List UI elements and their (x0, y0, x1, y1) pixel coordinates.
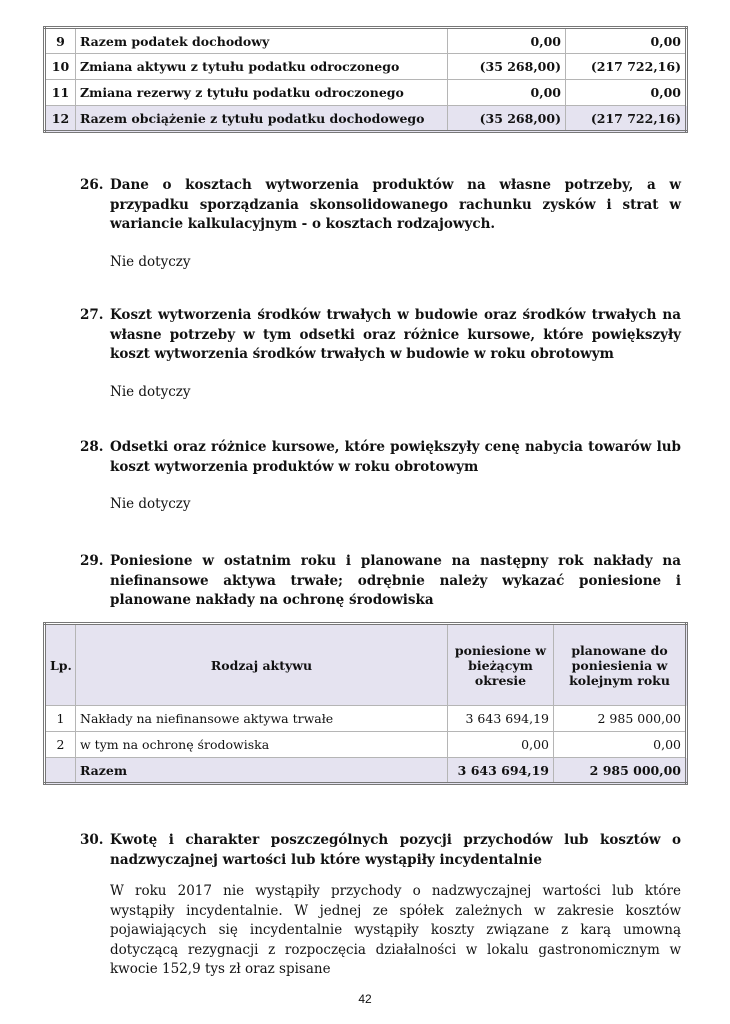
total-planned: 2 985 000,00 (554, 758, 687, 784)
section-number: 30. (80, 832, 104, 848)
section-26 (80, 176, 681, 272)
section-body: Nie dotyczy (110, 383, 191, 400)
table-header-row (45, 624, 687, 706)
section-number: 27. (80, 307, 104, 323)
row-label: Razem podatek dochodowy (76, 28, 448, 54)
row-lp: 10 (45, 54, 76, 80)
section-29 (80, 552, 681, 611)
section-number: 28. (80, 439, 104, 455)
section-number: 26. (80, 177, 104, 193)
header-asset-type: Rodzaj aktywu (76, 624, 448, 706)
table-row (45, 706, 687, 732)
total-lp-empty (45, 758, 76, 784)
section-title: Koszt wytworzenia środków trwałych w budowie oraz środków trwałych na własne potrzeby w tym odsetki oraz różnice kursowe, które powiększyły koszt wytworzenia środków trwałych w budowie w roku obrotowym (110, 307, 681, 362)
table-total-row (45, 758, 687, 784)
row-label: Nakłady na niefinansowe aktywa trwałe (76, 706, 448, 732)
section-body: Nie dotyczy (110, 496, 191, 512)
section-27 (80, 306, 681, 402)
header-current-period: poniesione w bieżącym okresie (448, 624, 554, 706)
section-title: Odsetki oraz różnice kursowe, które powiększyły cenę nabycia towarów lub koszt wytworzenia produktów w roku obrotowym (110, 439, 681, 475)
row-current: (35 268,00) (448, 54, 566, 80)
total-label: Razem (76, 758, 448, 784)
section-title: Kwotę i charakter poszczególnych pozycji przychodów lub kosztów o nadzwyczajnej wartości lub które wystąpiły incydentalnie (110, 832, 681, 868)
header-lp: Lp. (45, 624, 76, 706)
section-number: 29. (80, 553, 104, 569)
row-current: 0,00 (448, 28, 566, 54)
row-lp: 11 (45, 80, 76, 106)
row-current: (35 268,00) (448, 106, 566, 132)
row-lp: 9 (45, 28, 76, 54)
section-28 (80, 438, 681, 515)
section-30 (80, 831, 681, 980)
row-current: 0,00 (448, 80, 566, 106)
row-label: Razem obciążenie z tytułu podatku dochodowego (76, 106, 448, 132)
section-title: Dane o kosztach wytworzenia produktów na własne potrzeby, a w przypadku sporządzania skonsolidowanego rachunku zysków i strat w wariancie kalkulacyjnym - o kosztach rodzajowych. (110, 177, 681, 232)
table-row (45, 80, 687, 106)
table-row (45, 54, 687, 80)
row-previous: 0,00 (566, 80, 687, 106)
table-total-row (45, 106, 687, 132)
row-planned: 0,00 (554, 732, 687, 758)
total-current: 3 643 694,19 (448, 758, 554, 784)
row-current: 3 643 694,19 (448, 706, 554, 732)
row-lp: 2 (45, 732, 76, 758)
row-lp: 1 (45, 706, 76, 732)
row-label: Zmiana rezerwy z tytułu podatku odroczonego (76, 80, 448, 106)
income-tax-table (43, 26, 688, 133)
row-label: w tym na ochronę środowiska (76, 732, 448, 758)
row-lp: 12 (45, 106, 76, 132)
row-previous: 0,00 (566, 28, 687, 54)
header-planned-next-year: planowane do poniesienia w kolejnym roku (554, 624, 687, 706)
row-previous: (217 722,16) (566, 54, 687, 80)
section-body: W roku 2017 nie wystąpiły przychody o nadzwyczajnej wartości lub które wystąpiły incydentalnie. W jednej ze spółek zależnych w zakresie kosztów pojawiających się incydentalnie wystąpiły koszty związane z karą umowną dotyczącą rezygnacji z rozpoczęcia działalności w lokalu gastronomicznym w kwocie 152,9 tys zł oraz spisane (110, 883, 681, 977)
fixed-assets-expenditure-table (43, 622, 688, 785)
row-label: Zmiana aktywu z tytułu podatku odroczonego (76, 54, 448, 80)
section-body: Nie dotyczy (110, 253, 191, 270)
row-current: 0,00 (448, 732, 554, 758)
section-title: Poniesione w ostatnim roku i planowane na następny rok nakłady na niefinansowe aktywa trwałe; odrębnie należy wykazać poniesione i planowane nakłady na ochronę środowiska (110, 553, 681, 608)
page-number: 42 (358, 992, 372, 1006)
table-row (45, 28, 687, 54)
table-row (45, 732, 687, 758)
row-planned: 2 985 000,00 (554, 706, 687, 732)
row-previous: (217 722,16) (566, 106, 687, 132)
